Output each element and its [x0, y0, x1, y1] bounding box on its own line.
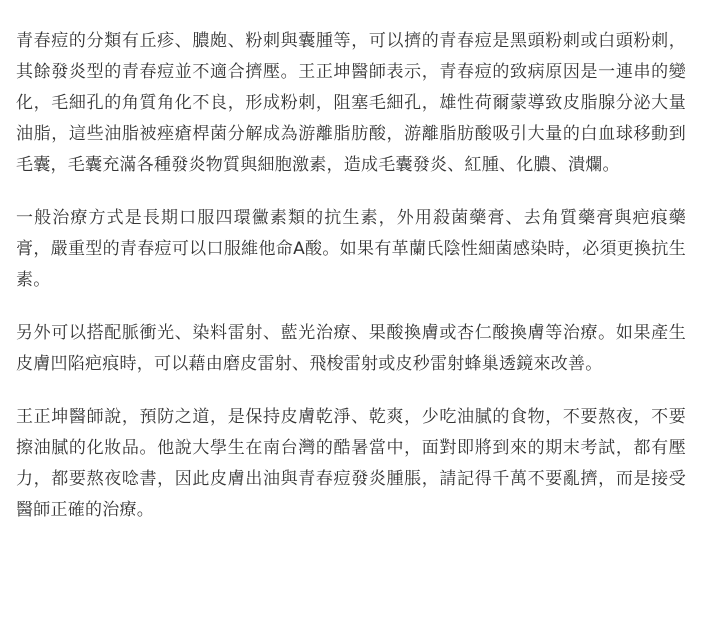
article-paragraph-classification: 青春痘的分類有丘疹、膿皰、粉刺與囊腫等，可以擠的青春痘是黑頭粉刺或白頭粉刺，其餘發炎型的青春痘並不適合擠壓。王正坤醫師表示，青春痘的致病原因是一連串的變化，毛細孔的角質角化不良，形成粉刺，阻塞毛細孔，雄性荷爾蒙導致皮脂腺分泌大量油脂，這些油脂被痤瘡桿菌分解成為游離脂肪酸，游離脂肪酸吸引大量的白血球移動到毛囊，毛囊充滿各種發炎物質與細胞激素，造成毛囊發炎、紅腫、化膿、潰爛。 [16, 31, 686, 175]
article-paragraph-treatment: 一般治療方式是長期口服四環黴素類的抗生素，外用殺菌藥膏、去角質藥膏與疤痕藥膏，嚴重型的青春痘可以口服維他命A酸。如果有革蘭氏陰性細菌感染時，必須更換抗生素。 [16, 208, 686, 290]
article-paragraph-laser-therapy: 另外可以搭配脈衝光、染料雷射、藍光治療、果酸換膚或杏仁酸換膚等治療。如果產生皮膚凹陷疤痕時，可以藉由磨皮雷射、飛梭雷射或皮秒雷射蜂巢透鏡來改善。 [16, 323, 686, 374]
article-paragraph-prevention: 王正坤醫師說，預防之道，是保持皮膚乾淨、乾爽，少吃油膩的食物，不要熬夜，不要擦油膩的化妝品。他說大學生在南台灣的酷暑當中，面對即將到來的期末考試，都有壓力，都要熬夜唸書，因此皮膚出油與青春痘發炎腫脹，請記得千萬不要亂擠，而是接受醫師正確的治療。 [16, 407, 686, 520]
